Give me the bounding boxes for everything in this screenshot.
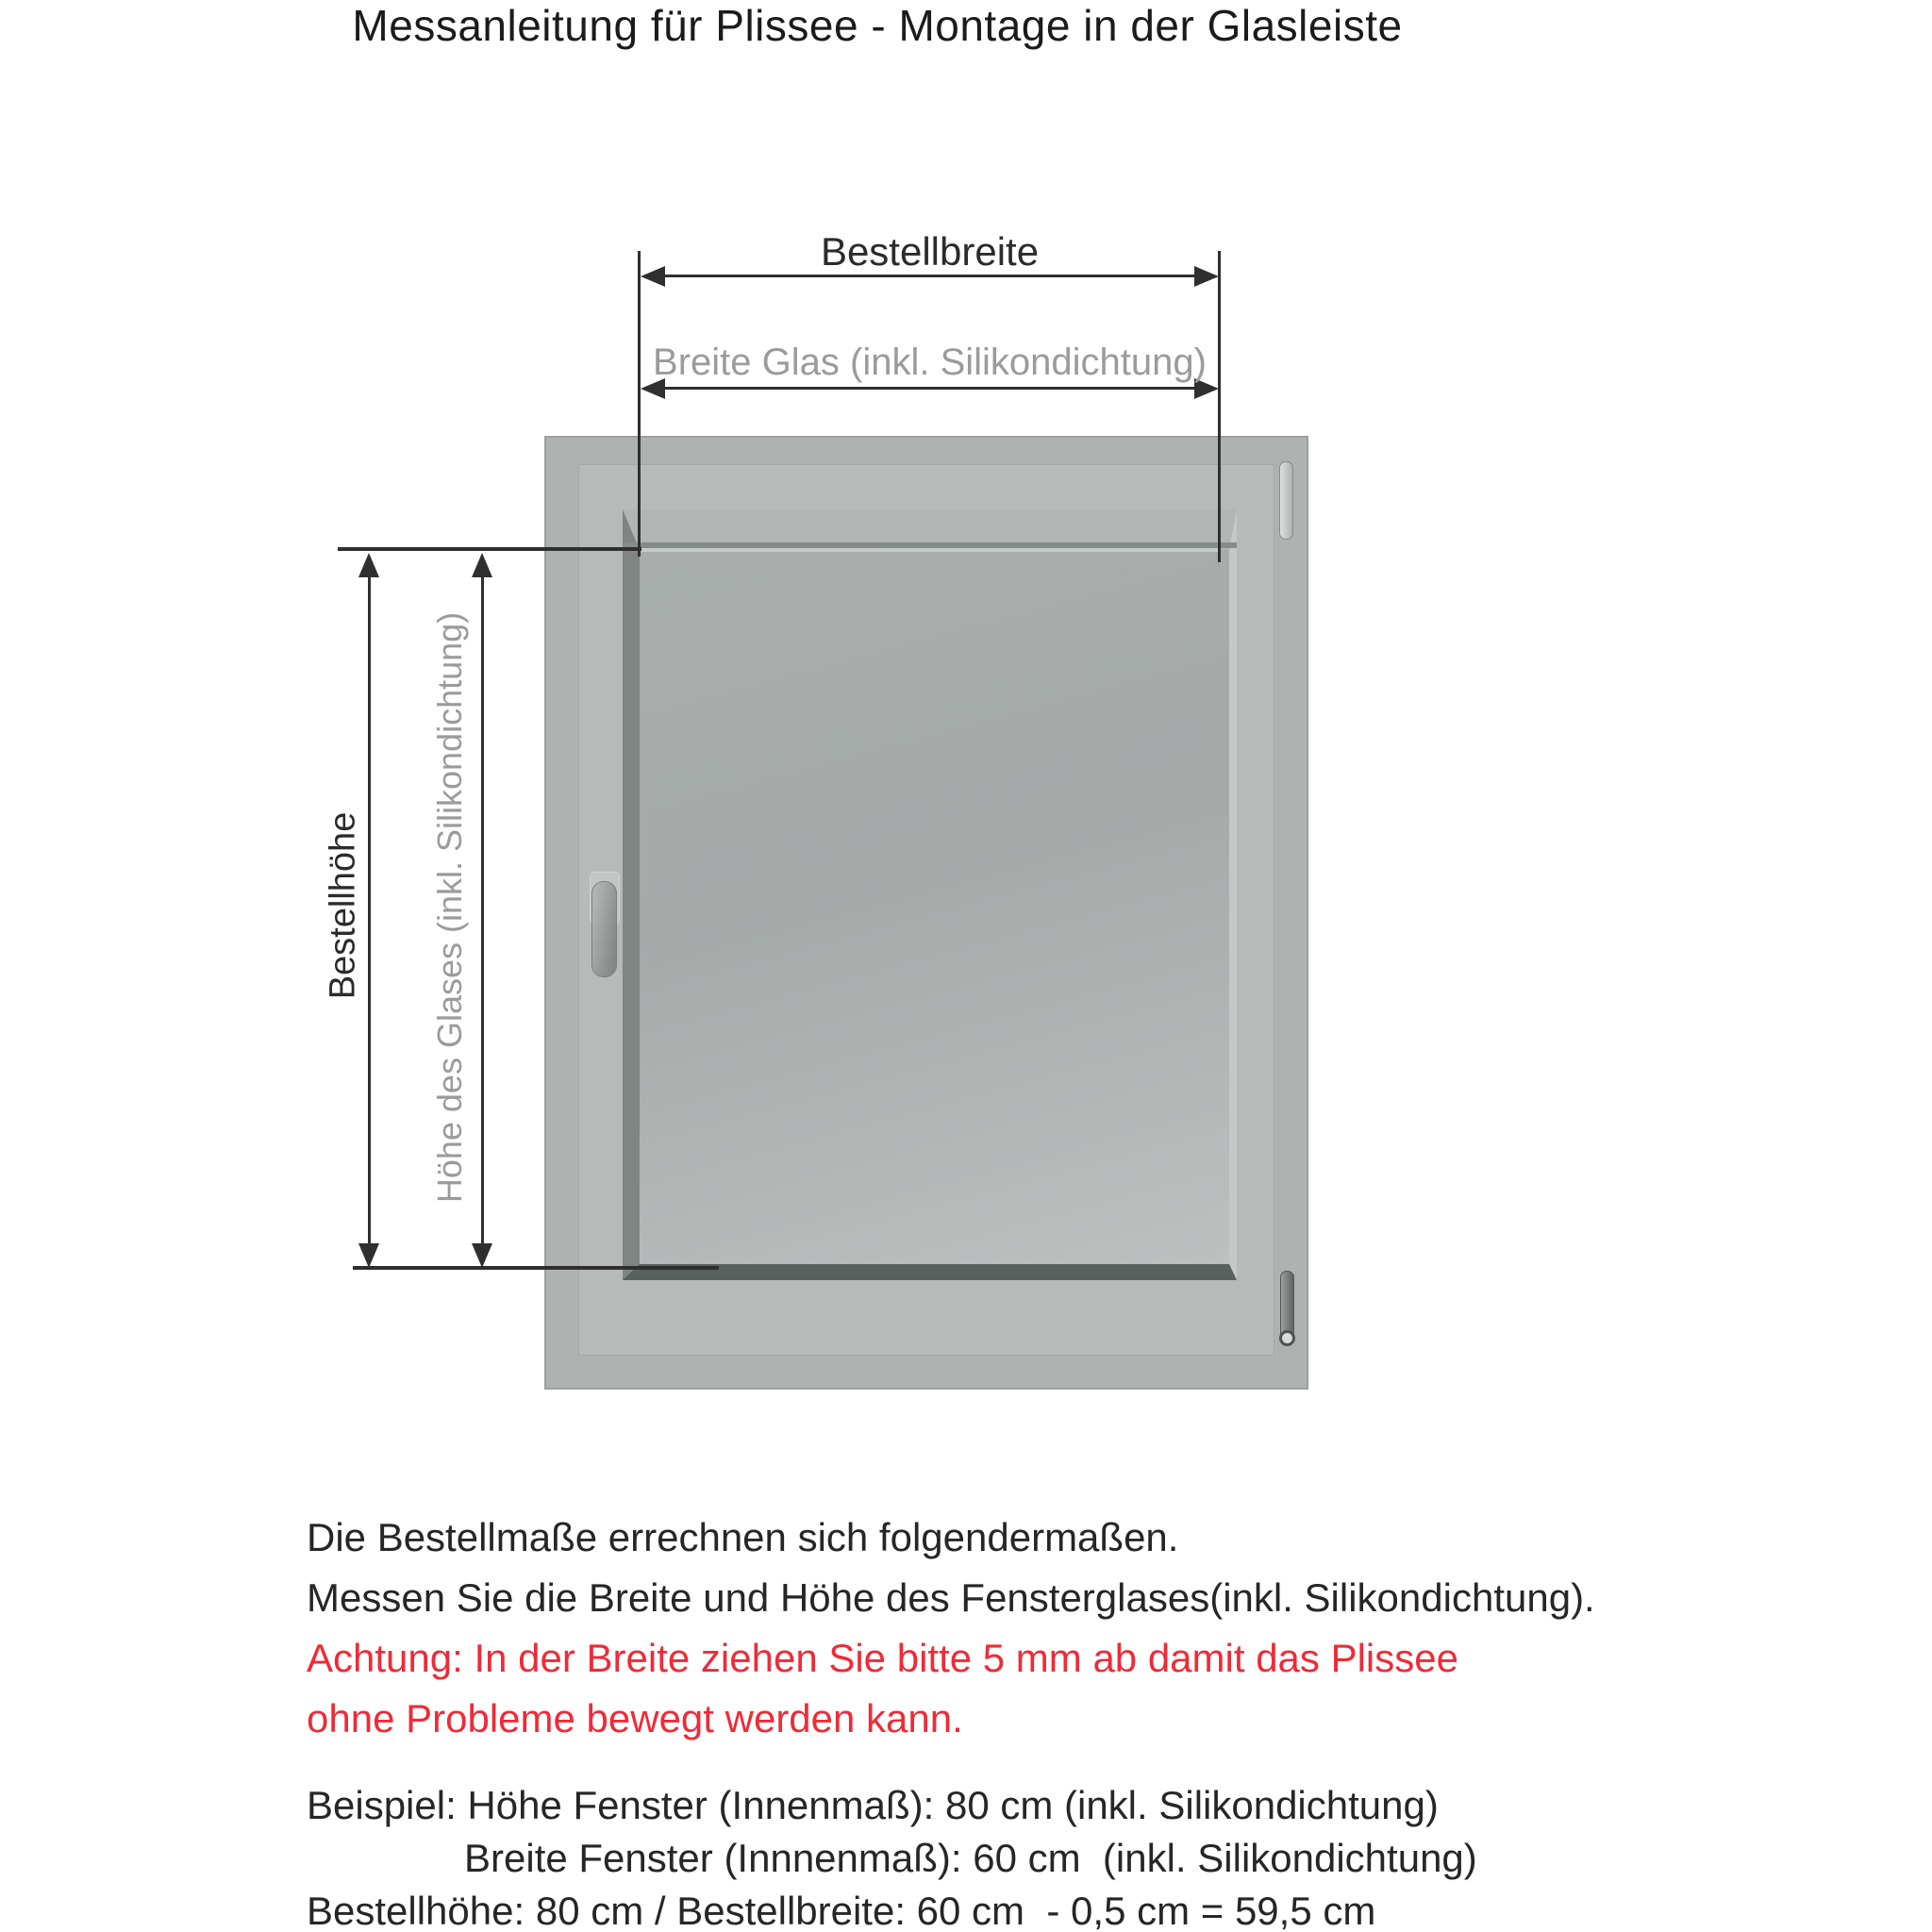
hoehe-glas-dimension-line	[481, 577, 484, 1249]
page-title: Messanleitung für Plissee - Montage in der Glasleiste	[352, 1, 1403, 50]
example-line: Bestellhöhe: 80 cm / Bestellbreite: 60 cm - 0,5 cm = 59,5 cm	[307, 1889, 1376, 1932]
window-hinge-pin	[1279, 1330, 1295, 1346]
label-bestellhoehe: Bestellhöhe	[323, 811, 363, 1000]
arrowhead-up-icon	[472, 553, 492, 577]
height-reference-line-bottom	[353, 1266, 719, 1270]
width-extension-line-left	[638, 251, 641, 557]
example-text-block	[307, 1779, 1477, 1932]
arrowhead-up-icon	[358, 553, 379, 577]
label-hoehe-glas: Höhe des Glases (inkl. Silikondichtung)	[430, 611, 469, 1204]
window-hinge-top	[1279, 461, 1293, 540]
glazing-bead-highlight	[641, 548, 1219, 552]
instruction-line: Messen Sie die Breite und Höhe des Fensterglases(inkl. Silikondichtung).	[307, 1575, 1595, 1620]
window-hinge-bottom	[1280, 1271, 1294, 1339]
bestellhoehe-dimension-line	[368, 577, 371, 1249]
arrowhead-down-icon	[358, 1243, 379, 1268]
example-line: Breite Fenster (Innnenmaß): 60 cm (inkl. Silikondichtung)	[464, 1836, 1477, 1880]
warning-line: ohne Probleme bewegt werden kann.	[307, 1696, 963, 1740]
example-line: Beispiel: Höhe Fenster (Innenmaß): 80 cm (inkl. Silikondichtung)	[307, 1783, 1439, 1827]
height-reference-line-top	[338, 547, 641, 551]
instruction-text-block	[307, 1507, 1595, 1749]
instruction-line: Die Bestellmaße errechnen sich folgendermaßen.	[307, 1515, 1179, 1559]
label-bestellbreite: Bestellbreite	[820, 229, 1040, 274]
bestellbreite-dimension-line	[653, 275, 1208, 277]
arrowhead-down-icon	[472, 1243, 492, 1268]
window-glass-with-glazing-bead	[623, 509, 1237, 1280]
window-handle-icon	[591, 881, 617, 977]
width-extension-line-right	[1218, 251, 1221, 562]
breite-glas-dimension-line	[653, 387, 1208, 390]
warning-line: Achtung: In der Breite ziehen Sie bitte 5 mm ab damit das Plissee	[307, 1636, 1458, 1680]
label-breite-glas: Breite Glas (inkl. Silikondichtung)	[653, 341, 1207, 383]
